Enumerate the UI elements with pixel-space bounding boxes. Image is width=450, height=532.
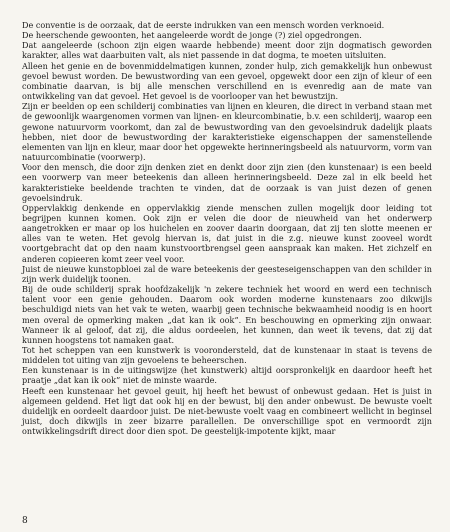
paragraph: Voor den mensch, die door zijn denken ziet en denkt door zijn zien (den kunstenaar) is een beeld een voorwerp van meer beteekenis dan alleen herinneringsbeeld. Deze zal in elk beeld het karakteristieke beeldende trachten te vinden, dat de oorzaak is van juist dezen of genen gevoelsindruk. — [22, 162, 432, 203]
paragraph: Alleen het genie en de bovenmiddelmatigen kunnen, zonder hulp, zich gemakkelijk hun onbewust gevoel bewust worden. De bewustwording van een gevoel, opgewekt door een zijn of kleur of een combinatie daarvan, is bij alle menschen verschillend en is evenredig aan de mate van ontwikkeling van dat gevoel. Het gevoel is de voorlooper van het bewustzijn. — [22, 60, 432, 102]
page-body — [22, 20, 432, 436]
paragraph: De heerschende gewoonten, het aangeleerde wordt de jonge (?) ziel opgedrongen. — [22, 30, 362, 41]
paragraph: Tot het scheppen van een kunstwerk is voorondersteld, dat de kunstenaar in staat is tevens de middelen tot uiting van zijn gevoelens te beheerschen. — [22, 345, 432, 366]
paragraph: De conventie is de oorzaak, dat de eerste indrukken van een mensch worden verknoeid. — [22, 20, 385, 30]
paragraph: Een kunstenaar is in de uitingswijze (het kunstwerk) altijd oorspronkelijk en daardoor heeft het praatje „dat kan ik ook” niet de minste waarde. — [22, 365, 432, 386]
paragraph: Dat aangeleerde (schoon zijn eigen waarde hebbende) meent door zijn dogmatisch geworden karakter, alles wat daarbuiten valt, als niet passende in dat dogma, te moeten uitsluiten. — [22, 40, 432, 61]
paragraph: Zijn er beelden op een schilderij combinaties van lijnen en kleuren, die direct in verband staan met de gewoonlijk waargenomen vormen van lijnen- en kleurcombinatie, b.v. een schilderij, waarop een gewone natuurvorm voorkomt, dan zal de bewustwording van den gevoelsindruk dadelijk plaats hebben, niet door de bewustwording der karakteristieke eigenschappen der samenstellende elementen van lijn en kleur, maar door het opgewekte herinneringsbeeld als natuurvorm, vorm van natuurcombinatie (voorwerp). — [22, 101, 432, 163]
page-number: 8 — [22, 516, 28, 526]
paragraph: Juist de nieuwe kunstopbloei zal de ware beteekenis der geesteseigenschappen van den schilder in zijn werk duidelijk toonen. — [22, 263, 432, 284]
paragraph: Oppervlakkig denkende en oppervlakkig ziende menschen zullen mogelijk door leiding tot begrijpen kunnen komen. Ook zijn er velen die door de nieuwheid van het onderwerp aangetrokken er maar op los huichelen en zoover daarin doorgaan, dat zij ten slotte meenen er alles van te weten. Het gevolg hiervan is, dat juist in die z.g. nieuwe kunst zooveel wordt voortgebracht dat op den naam kunstvoortbrengsel geen aanspraak kan maken. Het zichzelf en anderen copieeren komt zeer veel voor. — [22, 202, 432, 264]
paragraph: Bij de oude schilderij sprak hoofdzakelijk 'n zekere techniek het woord en werd een technisch talent voor een genie gehouden. Daarom ook worden moderne kunstenaars zoo dikwijls beschuldigd niets van het vak te weten, waarbij geen technische bekwaamheid noodig is en hoort men overal de opmerking maken „dat kan ik ook”. En beschouwing en opmerking zijn onwaar. Wanneer ik al geloof, dat zij, die aldus oordeelen, het kunnen, dan weet ik tevens, dat zij dat kunnen hoogstens tot namaken gaat. — [22, 284, 432, 345]
paragraph: Heeft een kunstenaar het gevoel geuit, hij heeft het bewust of onbewust gedaan. Het is juist in algemeen geldend. Het ligt dat ook hij en der bewust, bij den ander onbewust. De bewuste voelt duidelijk en oordeelt daardoor juist. De niet-bewuste voelt vaag en combineert wellicht in beginsel juist, doch dikwijls in zeer bizarre parallellen. De onverschillige spot en vermoordt zijn ontwikkelingsdrift direct door dien spot. De geestelijk-impotente kijkt, maar — [22, 385, 432, 437]
